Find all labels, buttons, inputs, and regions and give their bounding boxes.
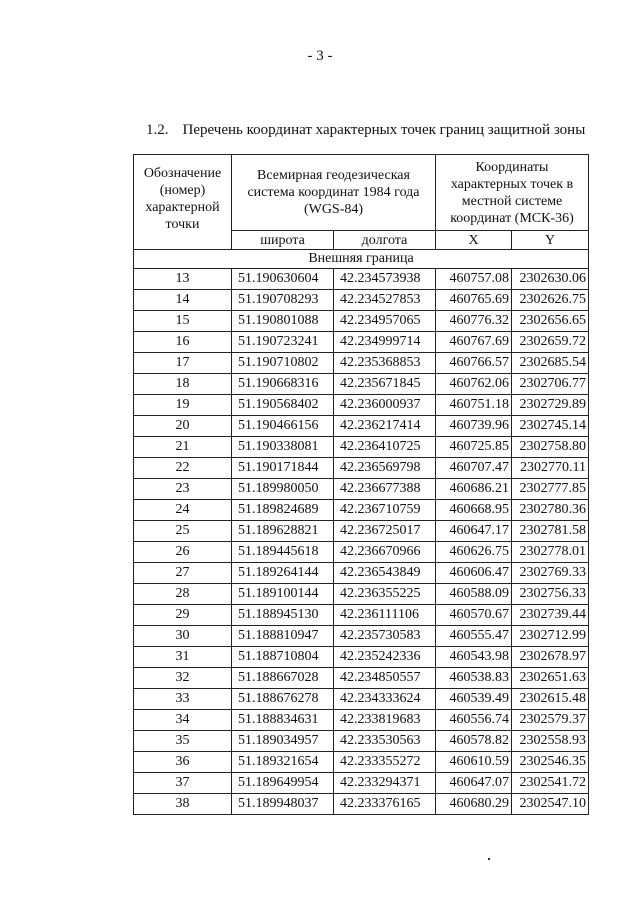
cell-longitude: 42.235368853 bbox=[334, 353, 436, 374]
cell-x: 460776.32 bbox=[436, 311, 512, 332]
table-row bbox=[134, 647, 589, 668]
cell-point-id: 30 bbox=[134, 626, 232, 647]
table-row bbox=[134, 668, 589, 689]
cell-y: 2302685.54 bbox=[512, 353, 589, 374]
cell-point-id: 27 bbox=[134, 563, 232, 584]
cell-latitude: 51.189321654 bbox=[232, 752, 334, 773]
cell-longitude: 42.236725017 bbox=[334, 521, 436, 542]
table-row bbox=[134, 437, 589, 458]
cell-longitude: 42.236410725 bbox=[334, 437, 436, 458]
table-row bbox=[134, 752, 589, 773]
header-longitude: долгота bbox=[334, 231, 436, 250]
cell-x: 460555.47 bbox=[436, 626, 512, 647]
cell-x: 460757.08 bbox=[436, 269, 512, 290]
cell-y: 2302778.01 bbox=[512, 542, 589, 563]
cell-latitude: 51.190466156 bbox=[232, 416, 334, 437]
cell-point-id: 14 bbox=[134, 290, 232, 311]
cell-latitude: 51.188945130 bbox=[232, 605, 334, 626]
cell-point-id: 25 bbox=[134, 521, 232, 542]
cell-longitude: 42.236569798 bbox=[334, 458, 436, 479]
cell-longitude: 42.234999714 bbox=[334, 332, 436, 353]
cell-point-id: 18 bbox=[134, 374, 232, 395]
cell-x: 460647.17 bbox=[436, 521, 512, 542]
cell-longitude: 42.236217414 bbox=[334, 416, 436, 437]
table-row bbox=[134, 269, 589, 290]
header-latitude: широта bbox=[232, 231, 334, 250]
page-number: - 3 - bbox=[307, 48, 333, 64]
cell-longitude: 42.234957065 bbox=[334, 311, 436, 332]
cell-x: 460765.69 bbox=[436, 290, 512, 311]
cell-point-id: 16 bbox=[134, 332, 232, 353]
cell-longitude: 42.236710759 bbox=[334, 500, 436, 521]
cell-latitude: 51.189264144 bbox=[232, 563, 334, 584]
cell-point-id: 17 bbox=[134, 353, 232, 374]
header-designation: Обозначение (номер) характерной точки bbox=[134, 155, 232, 250]
table-row bbox=[134, 395, 589, 416]
cell-point-id: 13 bbox=[134, 269, 232, 290]
cell-latitude: 51.190710802 bbox=[232, 353, 334, 374]
cell-x: 460606.47 bbox=[436, 563, 512, 584]
cell-longitude: 42.233530563 bbox=[334, 731, 436, 752]
cell-longitude: 42.233376165 bbox=[334, 794, 436, 815]
table-row bbox=[134, 479, 589, 500]
cell-x: 460680.29 bbox=[436, 794, 512, 815]
cell-longitude: 42.233819683 bbox=[334, 710, 436, 731]
section-title: Перечень координат характерных точек границ защитной зоны bbox=[182, 122, 586, 138]
cell-y: 2302777.85 bbox=[512, 479, 589, 500]
cell-latitude: 51.190723241 bbox=[232, 332, 334, 353]
cell-y: 2302615.48 bbox=[512, 689, 589, 710]
cell-latitude: 51.189948037 bbox=[232, 794, 334, 815]
cell-latitude: 51.190630604 bbox=[232, 269, 334, 290]
cell-y: 2302546.35 bbox=[512, 752, 589, 773]
cell-y: 2302729.89 bbox=[512, 395, 589, 416]
cell-point-id: 33 bbox=[134, 689, 232, 710]
cell-latitude: 51.189649954 bbox=[232, 773, 334, 794]
table-row bbox=[134, 584, 589, 605]
cell-point-id: 31 bbox=[134, 647, 232, 668]
header-local: Координаты характерных точек в местной системе координат (МСК-36) bbox=[436, 155, 589, 231]
cell-point-id: 37 bbox=[134, 773, 232, 794]
cell-x: 460539.49 bbox=[436, 689, 512, 710]
cell-point-id: 36 bbox=[134, 752, 232, 773]
cell-longitude: 42.233294371 bbox=[334, 773, 436, 794]
cell-point-id: 32 bbox=[134, 668, 232, 689]
table-row bbox=[134, 521, 589, 542]
cell-point-id: 35 bbox=[134, 731, 232, 752]
table-row bbox=[134, 689, 589, 710]
cell-x: 460588.09 bbox=[436, 584, 512, 605]
cell-latitude: 51.190568402 bbox=[232, 395, 334, 416]
table-row bbox=[134, 794, 589, 815]
cell-x: 460668.95 bbox=[436, 500, 512, 521]
table-row bbox=[134, 290, 589, 311]
cell-latitude: 51.188676278 bbox=[232, 689, 334, 710]
cell-latitude: 51.189628821 bbox=[232, 521, 334, 542]
cell-x: 460725.85 bbox=[436, 437, 512, 458]
cell-latitude: 51.188667028 bbox=[232, 668, 334, 689]
cell-y: 2302756.33 bbox=[512, 584, 589, 605]
table-row bbox=[134, 731, 589, 752]
cell-y: 2302678.97 bbox=[512, 647, 589, 668]
cell-point-id: 29 bbox=[134, 605, 232, 626]
cell-longitude: 42.234850557 bbox=[334, 668, 436, 689]
cell-longitude: 42.236670966 bbox=[334, 542, 436, 563]
cell-latitude: 51.190668316 bbox=[232, 374, 334, 395]
footer-dot bbox=[488, 858, 490, 860]
table-row bbox=[134, 500, 589, 521]
table-row bbox=[134, 458, 589, 479]
cell-y: 2302745.14 bbox=[512, 416, 589, 437]
section-number: 1.2. bbox=[146, 122, 169, 138]
cell-x: 460686.21 bbox=[436, 479, 512, 500]
cell-point-id: 15 bbox=[134, 311, 232, 332]
table-row bbox=[134, 416, 589, 437]
cell-x: 460647.07 bbox=[436, 773, 512, 794]
header-wgs: Всемирная геодезическая система координат 1984 года (WGS-84) bbox=[232, 155, 436, 231]
cell-longitude: 42.235730583 bbox=[334, 626, 436, 647]
cell-longitude: 42.236000937 bbox=[334, 395, 436, 416]
cell-longitude: 42.235671845 bbox=[334, 374, 436, 395]
cell-point-id: 19 bbox=[134, 395, 232, 416]
cell-latitude: 51.190801088 bbox=[232, 311, 334, 332]
cell-x: 460543.98 bbox=[436, 647, 512, 668]
table-row bbox=[134, 542, 589, 563]
cell-y: 2302547.10 bbox=[512, 794, 589, 815]
cell-y: 2302770.11 bbox=[512, 458, 589, 479]
section-label: Внешняя граница bbox=[134, 250, 589, 269]
section-heading bbox=[146, 122, 585, 139]
table-row bbox=[134, 773, 589, 794]
table-row bbox=[134, 626, 589, 647]
table-row bbox=[134, 332, 589, 353]
cell-x: 460767.69 bbox=[436, 332, 512, 353]
cell-longitude: 42.234333624 bbox=[334, 689, 436, 710]
cell-y: 2302651.63 bbox=[512, 668, 589, 689]
header-y: Y bbox=[512, 231, 589, 250]
cell-point-id: 28 bbox=[134, 584, 232, 605]
cell-point-id: 23 bbox=[134, 479, 232, 500]
cell-longitude: 42.234527853 bbox=[334, 290, 436, 311]
cell-x: 460739.96 bbox=[436, 416, 512, 437]
cell-y: 2302769.33 bbox=[512, 563, 589, 584]
cell-y: 2302541.72 bbox=[512, 773, 589, 794]
cell-point-id: 26 bbox=[134, 542, 232, 563]
cell-latitude: 51.190338081 bbox=[232, 437, 334, 458]
table-row bbox=[134, 605, 589, 626]
cell-point-id: 21 bbox=[134, 437, 232, 458]
cell-latitude: 51.189445618 bbox=[232, 542, 334, 563]
cell-x: 460578.82 bbox=[436, 731, 512, 752]
cell-y: 2302712.99 bbox=[512, 626, 589, 647]
cell-latitude: 51.188834631 bbox=[232, 710, 334, 731]
cell-longitude: 42.236543849 bbox=[334, 563, 436, 584]
header-x: X bbox=[436, 231, 512, 250]
cell-y: 2302579.37 bbox=[512, 710, 589, 731]
cell-latitude: 51.189100144 bbox=[232, 584, 334, 605]
cell-latitude: 51.190708293 bbox=[232, 290, 334, 311]
cell-y: 2302758.80 bbox=[512, 437, 589, 458]
cell-point-id: 38 bbox=[134, 794, 232, 815]
cell-y: 2302626.75 bbox=[512, 290, 589, 311]
cell-x: 460751.18 bbox=[436, 395, 512, 416]
cell-x: 460762.06 bbox=[436, 374, 512, 395]
cell-x: 460766.57 bbox=[436, 353, 512, 374]
cell-point-id: 24 bbox=[134, 500, 232, 521]
coordinates-table bbox=[133, 154, 589, 815]
cell-latitude: 51.189824689 bbox=[232, 500, 334, 521]
section-row bbox=[134, 250, 589, 269]
cell-y: 2302781.58 bbox=[512, 521, 589, 542]
cell-x: 460556.74 bbox=[436, 710, 512, 731]
table-row bbox=[134, 710, 589, 731]
cell-longitude: 42.233355272 bbox=[334, 752, 436, 773]
cell-latitude: 51.189980050 bbox=[232, 479, 334, 500]
table-row bbox=[134, 353, 589, 374]
cell-longitude: 42.235242336 bbox=[334, 647, 436, 668]
cell-longitude: 42.236677388 bbox=[334, 479, 436, 500]
cell-latitude: 51.188810947 bbox=[232, 626, 334, 647]
cell-point-id: 22 bbox=[134, 458, 232, 479]
cell-longitude: 42.236111106 bbox=[334, 605, 436, 626]
cell-point-id: 20 bbox=[134, 416, 232, 437]
cell-y: 2302706.77 bbox=[512, 374, 589, 395]
cell-y: 2302630.06 bbox=[512, 269, 589, 290]
cell-x: 460626.75 bbox=[436, 542, 512, 563]
cell-x: 460610.59 bbox=[436, 752, 512, 773]
cell-x: 460538.83 bbox=[436, 668, 512, 689]
cell-longitude: 42.236355225 bbox=[334, 584, 436, 605]
table-row bbox=[134, 311, 589, 332]
cell-y: 2302739.44 bbox=[512, 605, 589, 626]
cell-latitude: 51.188710804 bbox=[232, 647, 334, 668]
cell-y: 2302659.72 bbox=[512, 332, 589, 353]
cell-latitude: 51.189034957 bbox=[232, 731, 334, 752]
cell-point-id: 34 bbox=[134, 710, 232, 731]
cell-y: 2302656.65 bbox=[512, 311, 589, 332]
table-row bbox=[134, 374, 589, 395]
cell-x: 460570.67 bbox=[436, 605, 512, 626]
cell-x: 460707.47 bbox=[436, 458, 512, 479]
cell-y: 2302780.36 bbox=[512, 500, 589, 521]
cell-latitude: 51.190171844 bbox=[232, 458, 334, 479]
cell-longitude: 42.234573938 bbox=[334, 269, 436, 290]
cell-y: 2302558.93 bbox=[512, 731, 589, 752]
table-row bbox=[134, 563, 589, 584]
